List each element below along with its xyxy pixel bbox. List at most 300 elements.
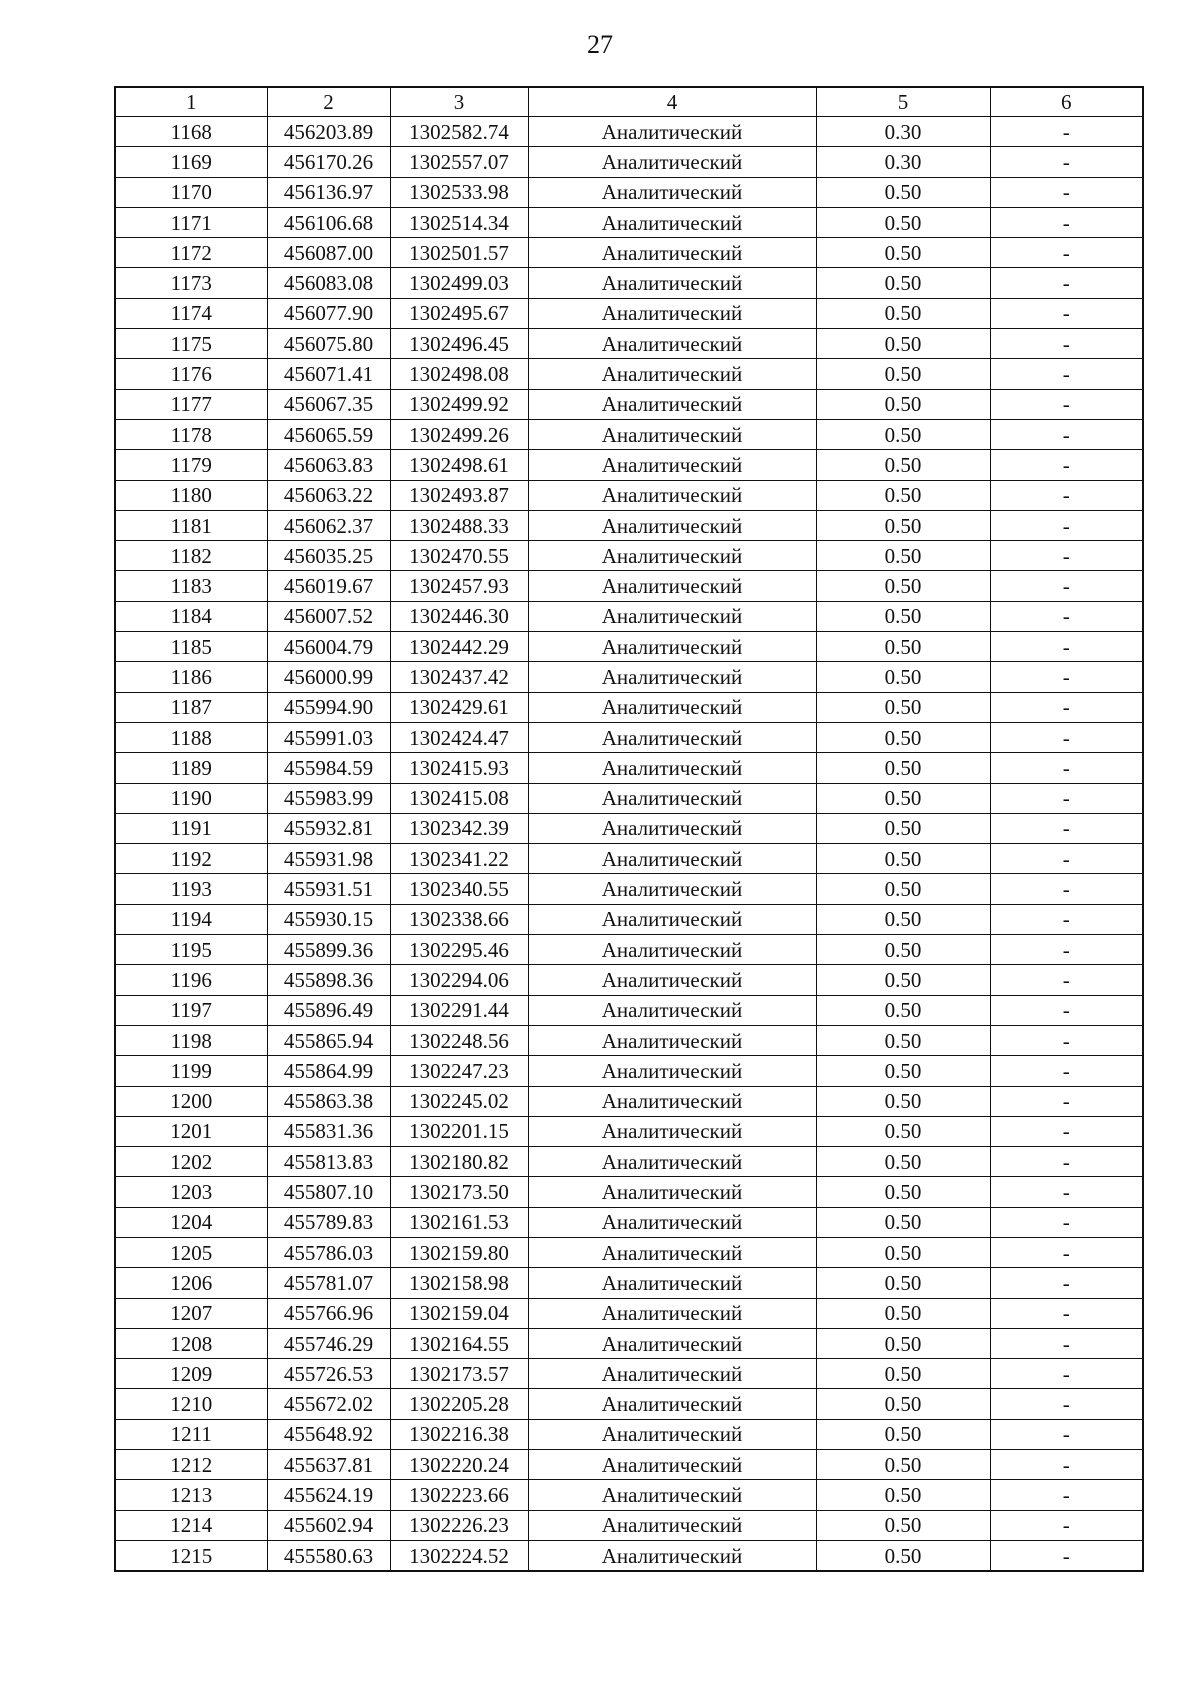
y-coordinate-cell: 1302499.03 xyxy=(390,268,528,298)
method-cell: Аналитический xyxy=(528,813,816,843)
note-cell: - xyxy=(990,510,1143,540)
method-cell: Аналитический xyxy=(528,1268,816,1298)
note-cell: - xyxy=(990,1056,1143,1086)
method-cell: Аналитический xyxy=(528,510,816,540)
header-cell: 6 xyxy=(990,87,1143,117)
y-coordinate-cell: 1302514.34 xyxy=(390,207,528,237)
y-coordinate-cell: 1302216.38 xyxy=(390,1419,528,1449)
accuracy-cell: 0.50 xyxy=(816,1419,990,1449)
note-cell: - xyxy=(990,238,1143,268)
accuracy-cell: 0.50 xyxy=(816,207,990,237)
x-coordinate-cell: 455813.83 xyxy=(267,1147,390,1177)
x-coordinate-cell: 455781.07 xyxy=(267,1268,390,1298)
accuracy-cell: 0.50 xyxy=(816,480,990,510)
x-coordinate-cell: 456007.52 xyxy=(267,601,390,631)
x-coordinate-cell: 456067.35 xyxy=(267,389,390,419)
note-cell: - xyxy=(990,298,1143,328)
point-number-cell: 1170 xyxy=(115,177,267,207)
point-number-cell: 1192 xyxy=(115,844,267,874)
accuracy-cell: 0.50 xyxy=(816,298,990,328)
accuracy-cell: 0.50 xyxy=(816,238,990,268)
accuracy-cell: 0.50 xyxy=(816,1450,990,1480)
x-coordinate-cell: 455994.90 xyxy=(267,692,390,722)
method-cell: Аналитический xyxy=(528,359,816,389)
point-number-cell: 1197 xyxy=(115,995,267,1025)
accuracy-cell: 0.50 xyxy=(816,1116,990,1146)
point-number-cell: 1187 xyxy=(115,692,267,722)
x-coordinate-cell: 455899.36 xyxy=(267,935,390,965)
point-number-cell: 1195 xyxy=(115,935,267,965)
point-number-cell: 1193 xyxy=(115,874,267,904)
x-coordinate-cell: 455983.99 xyxy=(267,783,390,813)
accuracy-cell: 0.50 xyxy=(816,1086,990,1116)
y-coordinate-cell: 1302415.93 xyxy=(390,753,528,783)
x-coordinate-cell: 455648.92 xyxy=(267,1419,390,1449)
accuracy-cell: 0.50 xyxy=(816,995,990,1025)
note-cell: - xyxy=(990,177,1143,207)
method-cell: Аналитический xyxy=(528,541,816,571)
note-cell: - xyxy=(990,783,1143,813)
y-coordinate-cell: 1302437.42 xyxy=(390,662,528,692)
point-number-cell: 1194 xyxy=(115,904,267,934)
accuracy-cell: 0.50 xyxy=(816,874,990,904)
y-coordinate-cell: 1302201.15 xyxy=(390,1116,528,1146)
point-number-cell: 1207 xyxy=(115,1298,267,1328)
table-row xyxy=(115,389,1143,419)
accuracy-cell: 0.50 xyxy=(816,1025,990,1055)
header-cell: 3 xyxy=(390,87,528,117)
note-cell: - xyxy=(990,813,1143,843)
y-coordinate-cell: 1302161.53 xyxy=(390,1207,528,1237)
method-cell: Аналитический xyxy=(528,389,816,419)
note-cell: - xyxy=(990,1359,1143,1389)
note-cell: - xyxy=(990,147,1143,177)
coordinates-table xyxy=(114,86,1144,1572)
method-cell: Аналитический xyxy=(528,268,816,298)
method-cell: Аналитический xyxy=(528,1510,816,1540)
x-coordinate-cell: 455930.15 xyxy=(267,904,390,934)
y-coordinate-cell: 1302424.47 xyxy=(390,722,528,752)
point-number-cell: 1199 xyxy=(115,1056,267,1086)
accuracy-cell: 0.50 xyxy=(816,1540,990,1571)
accuracy-cell: 0.50 xyxy=(816,1268,990,1298)
accuracy-cell: 0.50 xyxy=(816,662,990,692)
table-row xyxy=(115,1207,1143,1237)
point-number-cell: 1176 xyxy=(115,359,267,389)
point-number-cell: 1212 xyxy=(115,1450,267,1480)
note-cell: - xyxy=(990,1177,1143,1207)
point-number-cell: 1189 xyxy=(115,753,267,783)
table-row xyxy=(115,1025,1143,1055)
point-number-cell: 1175 xyxy=(115,329,267,359)
table-row xyxy=(115,359,1143,389)
method-cell: Аналитический xyxy=(528,662,816,692)
point-number-cell: 1183 xyxy=(115,571,267,601)
note-cell: - xyxy=(990,965,1143,995)
method-cell: Аналитический xyxy=(528,117,816,147)
y-coordinate-cell: 1302493.87 xyxy=(390,480,528,510)
table-row xyxy=(115,1177,1143,1207)
table-row xyxy=(115,692,1143,722)
x-coordinate-cell: 455766.96 xyxy=(267,1298,390,1328)
table-row xyxy=(115,1540,1143,1571)
note-cell: - xyxy=(990,1419,1143,1449)
y-coordinate-cell: 1302442.29 xyxy=(390,632,528,662)
x-coordinate-cell: 456063.22 xyxy=(267,480,390,510)
table-row xyxy=(115,1450,1143,1480)
point-number-cell: 1210 xyxy=(115,1389,267,1419)
method-cell: Аналитический xyxy=(528,238,816,268)
note-cell: - xyxy=(990,904,1143,934)
method-cell: Аналитический xyxy=(528,935,816,965)
x-coordinate-cell: 455865.94 xyxy=(267,1025,390,1055)
table-row xyxy=(115,1359,1143,1389)
method-cell: Аналитический xyxy=(528,753,816,783)
table-row xyxy=(115,753,1143,783)
x-coordinate-cell: 455896.49 xyxy=(267,995,390,1025)
note-cell: - xyxy=(990,1510,1143,1540)
accuracy-cell: 0.50 xyxy=(816,389,990,419)
accuracy-cell: 0.50 xyxy=(816,783,990,813)
table-row xyxy=(115,935,1143,965)
y-coordinate-cell: 1302248.56 xyxy=(390,1025,528,1055)
method-cell: Аналитический xyxy=(528,419,816,449)
table-row xyxy=(115,510,1143,540)
y-coordinate-cell: 1302180.82 xyxy=(390,1147,528,1177)
accuracy-cell: 0.50 xyxy=(816,722,990,752)
x-coordinate-cell: 456136.97 xyxy=(267,177,390,207)
note-cell: - xyxy=(990,692,1143,722)
table-row xyxy=(115,965,1143,995)
y-coordinate-cell: 1302173.57 xyxy=(390,1359,528,1389)
table-row xyxy=(115,1389,1143,1419)
accuracy-cell: 0.50 xyxy=(816,1237,990,1267)
method-cell: Аналитический xyxy=(528,601,816,631)
accuracy-cell: 0.50 xyxy=(816,1298,990,1328)
x-coordinate-cell: 455931.98 xyxy=(267,844,390,874)
table-row xyxy=(115,1147,1143,1177)
table-row xyxy=(115,177,1143,207)
x-coordinate-cell: 455863.38 xyxy=(267,1086,390,1116)
method-cell: Аналитический xyxy=(528,450,816,480)
method-cell: Аналитический xyxy=(528,1086,816,1116)
y-coordinate-cell: 1302470.55 xyxy=(390,541,528,571)
header-cell: 1 xyxy=(115,87,267,117)
note-cell: - xyxy=(990,329,1143,359)
method-cell: Аналитический xyxy=(528,904,816,934)
table-row xyxy=(115,874,1143,904)
note-cell: - xyxy=(990,1480,1143,1510)
table-row xyxy=(115,662,1143,692)
table-row xyxy=(115,1298,1143,1328)
x-coordinate-cell: 455931.51 xyxy=(267,874,390,904)
x-coordinate-cell: 456087.00 xyxy=(267,238,390,268)
y-coordinate-cell: 1302429.61 xyxy=(390,692,528,722)
y-coordinate-cell: 1302499.92 xyxy=(390,389,528,419)
table-row xyxy=(115,480,1143,510)
method-cell: Аналитический xyxy=(528,1056,816,1086)
point-number-cell: 1168 xyxy=(115,117,267,147)
point-number-cell: 1203 xyxy=(115,1177,267,1207)
table-row xyxy=(115,541,1143,571)
table-row xyxy=(115,844,1143,874)
x-coordinate-cell: 456071.41 xyxy=(267,359,390,389)
method-cell: Аналитический xyxy=(528,1207,816,1237)
method-cell: Аналитический xyxy=(528,1025,816,1055)
accuracy-cell: 0.30 xyxy=(816,147,990,177)
y-coordinate-cell: 1302499.26 xyxy=(390,419,528,449)
method-cell: Аналитический xyxy=(528,844,816,874)
accuracy-cell: 0.50 xyxy=(816,1359,990,1389)
x-coordinate-cell: 455932.81 xyxy=(267,813,390,843)
note-cell: - xyxy=(990,844,1143,874)
table-row xyxy=(115,571,1143,601)
x-coordinate-cell: 455672.02 xyxy=(267,1389,390,1419)
point-number-cell: 1205 xyxy=(115,1237,267,1267)
accuracy-cell: 0.50 xyxy=(816,1510,990,1540)
method-cell: Аналитический xyxy=(528,632,816,662)
point-number-cell: 1198 xyxy=(115,1025,267,1055)
method-cell: Аналитический xyxy=(528,1116,816,1146)
note-cell: - xyxy=(990,1025,1143,1055)
point-number-cell: 1204 xyxy=(115,1207,267,1237)
table-row xyxy=(115,813,1143,843)
note-cell: - xyxy=(990,601,1143,631)
accuracy-cell: 0.50 xyxy=(816,571,990,601)
y-coordinate-cell: 1302498.61 xyxy=(390,450,528,480)
x-coordinate-cell: 455789.83 xyxy=(267,1207,390,1237)
x-coordinate-cell: 456019.67 xyxy=(267,571,390,601)
x-coordinate-cell: 455831.36 xyxy=(267,1116,390,1146)
y-coordinate-cell: 1302295.46 xyxy=(390,935,528,965)
table-row xyxy=(115,722,1143,752)
note-cell: - xyxy=(990,1540,1143,1571)
method-cell: Аналитический xyxy=(528,207,816,237)
table-row xyxy=(115,450,1143,480)
point-number-cell: 1178 xyxy=(115,419,267,449)
table-row xyxy=(115,268,1143,298)
note-cell: - xyxy=(990,480,1143,510)
note-cell: - xyxy=(990,117,1143,147)
y-coordinate-cell: 1302224.52 xyxy=(390,1540,528,1571)
x-coordinate-cell: 455580.63 xyxy=(267,1540,390,1571)
table-row xyxy=(115,419,1143,449)
note-cell: - xyxy=(990,1268,1143,1298)
method-cell: Аналитический xyxy=(528,177,816,207)
accuracy-cell: 0.50 xyxy=(816,935,990,965)
note-cell: - xyxy=(990,1298,1143,1328)
point-number-cell: 1190 xyxy=(115,783,267,813)
y-coordinate-cell: 1302220.24 xyxy=(390,1450,528,1480)
y-coordinate-cell: 1302164.55 xyxy=(390,1328,528,1358)
y-coordinate-cell: 1302158.98 xyxy=(390,1268,528,1298)
point-number-cell: 1173 xyxy=(115,268,267,298)
x-coordinate-cell: 456065.59 xyxy=(267,419,390,449)
table-row xyxy=(115,298,1143,328)
accuracy-cell: 0.50 xyxy=(816,844,990,874)
accuracy-cell: 0.50 xyxy=(816,1389,990,1419)
point-number-cell: 1171 xyxy=(115,207,267,237)
table-row xyxy=(115,329,1143,359)
x-coordinate-cell: 455624.19 xyxy=(267,1480,390,1510)
x-coordinate-cell: 455726.53 xyxy=(267,1359,390,1389)
table-row xyxy=(115,1510,1143,1540)
y-coordinate-cell: 1302496.45 xyxy=(390,329,528,359)
note-cell: - xyxy=(990,541,1143,571)
table-row xyxy=(115,147,1143,177)
x-coordinate-cell: 456000.99 xyxy=(267,662,390,692)
x-coordinate-cell: 456083.08 xyxy=(267,268,390,298)
accuracy-cell: 0.50 xyxy=(816,177,990,207)
point-number-cell: 1201 xyxy=(115,1116,267,1146)
note-cell: - xyxy=(990,450,1143,480)
y-coordinate-cell: 1302495.67 xyxy=(390,298,528,328)
point-number-cell: 1196 xyxy=(115,965,267,995)
y-coordinate-cell: 1302291.44 xyxy=(390,995,528,1025)
point-number-cell: 1202 xyxy=(115,1147,267,1177)
method-cell: Аналитический xyxy=(528,965,816,995)
method-cell: Аналитический xyxy=(528,1419,816,1449)
accuracy-cell: 0.50 xyxy=(816,601,990,631)
method-cell: Аналитический xyxy=(528,1177,816,1207)
method-cell: Аналитический xyxy=(528,1450,816,1480)
note-cell: - xyxy=(990,935,1143,965)
table-row xyxy=(115,632,1143,662)
point-number-cell: 1213 xyxy=(115,1480,267,1510)
accuracy-cell: 0.50 xyxy=(816,692,990,722)
table-row xyxy=(115,1237,1143,1267)
y-coordinate-cell: 1302338.66 xyxy=(390,904,528,934)
table-row xyxy=(115,904,1143,934)
x-coordinate-cell: 455746.29 xyxy=(267,1328,390,1358)
note-cell: - xyxy=(990,207,1143,237)
accuracy-cell: 0.50 xyxy=(816,1207,990,1237)
x-coordinate-cell: 456062.37 xyxy=(267,510,390,540)
accuracy-cell: 0.50 xyxy=(816,1328,990,1358)
note-cell: - xyxy=(990,1116,1143,1146)
point-number-cell: 1200 xyxy=(115,1086,267,1116)
header-cell: 4 xyxy=(528,87,816,117)
table-body xyxy=(115,117,1143,1572)
y-coordinate-cell: 1302223.66 xyxy=(390,1480,528,1510)
point-number-cell: 1184 xyxy=(115,601,267,631)
point-number-cell: 1181 xyxy=(115,510,267,540)
y-coordinate-cell: 1302294.06 xyxy=(390,965,528,995)
table-row xyxy=(115,783,1143,813)
table-row xyxy=(115,238,1143,268)
point-number-cell: 1177 xyxy=(115,389,267,419)
accuracy-cell: 0.50 xyxy=(816,1480,990,1510)
accuracy-cell: 0.50 xyxy=(816,1056,990,1086)
method-cell: Аналитический xyxy=(528,1480,816,1510)
table-row xyxy=(115,1268,1143,1298)
point-number-cell: 1180 xyxy=(115,480,267,510)
note-cell: - xyxy=(990,1207,1143,1237)
y-coordinate-cell: 1302498.08 xyxy=(390,359,528,389)
x-coordinate-cell: 455984.59 xyxy=(267,753,390,783)
point-number-cell: 1182 xyxy=(115,541,267,571)
accuracy-cell: 0.50 xyxy=(816,329,990,359)
method-cell: Аналитический xyxy=(528,1540,816,1571)
point-number-cell: 1186 xyxy=(115,662,267,692)
accuracy-cell: 0.50 xyxy=(816,632,990,662)
note-cell: - xyxy=(990,874,1143,904)
note-cell: - xyxy=(990,662,1143,692)
x-coordinate-cell: 456106.68 xyxy=(267,207,390,237)
method-cell: Аналитический xyxy=(528,1359,816,1389)
header-cell: 2 xyxy=(267,87,390,117)
note-cell: - xyxy=(990,268,1143,298)
accuracy-cell: 0.50 xyxy=(816,965,990,995)
y-coordinate-cell: 1302457.93 xyxy=(390,571,528,601)
x-coordinate-cell: 455864.99 xyxy=(267,1056,390,1086)
point-number-cell: 1172 xyxy=(115,238,267,268)
x-coordinate-cell: 456170.26 xyxy=(267,147,390,177)
page-number: 27 xyxy=(587,30,613,59)
table-row xyxy=(115,601,1143,631)
x-coordinate-cell: 455786.03 xyxy=(267,1237,390,1267)
point-number-cell: 1174 xyxy=(115,298,267,328)
accuracy-cell: 0.50 xyxy=(816,359,990,389)
x-coordinate-cell: 456063.83 xyxy=(267,450,390,480)
note-cell: - xyxy=(990,753,1143,783)
note-cell: - xyxy=(990,1237,1143,1267)
y-coordinate-cell: 1302159.80 xyxy=(390,1237,528,1267)
x-coordinate-cell: 455602.94 xyxy=(267,1510,390,1540)
note-cell: - xyxy=(990,632,1143,662)
accuracy-cell: 0.50 xyxy=(816,904,990,934)
y-coordinate-cell: 1302342.39 xyxy=(390,813,528,843)
x-coordinate-cell: 456075.80 xyxy=(267,329,390,359)
x-coordinate-cell: 456035.25 xyxy=(267,541,390,571)
y-coordinate-cell: 1302488.33 xyxy=(390,510,528,540)
point-number-cell: 1211 xyxy=(115,1419,267,1449)
method-cell: Аналитический xyxy=(528,995,816,1025)
method-cell: Аналитический xyxy=(528,298,816,328)
method-cell: Аналитический xyxy=(528,1237,816,1267)
accuracy-cell: 0.50 xyxy=(816,813,990,843)
note-cell: - xyxy=(990,995,1143,1025)
y-coordinate-cell: 1302159.04 xyxy=(390,1298,528,1328)
method-cell: Аналитический xyxy=(528,147,816,177)
method-cell: Аналитический xyxy=(528,480,816,510)
method-cell: Аналитический xyxy=(528,571,816,601)
method-cell: Аналитический xyxy=(528,1328,816,1358)
table-header-row xyxy=(115,87,1143,117)
method-cell: Аналитический xyxy=(528,722,816,752)
point-number-cell: 1179 xyxy=(115,450,267,480)
y-coordinate-cell: 1302446.30 xyxy=(390,601,528,631)
accuracy-cell: 0.50 xyxy=(816,510,990,540)
accuracy-cell: 0.30 xyxy=(816,117,990,147)
point-number-cell: 1188 xyxy=(115,722,267,752)
table-row xyxy=(115,1419,1143,1449)
note-cell: - xyxy=(990,722,1143,752)
method-cell: Аналитический xyxy=(528,692,816,722)
y-coordinate-cell: 1302557.07 xyxy=(390,147,528,177)
x-coordinate-cell: 455807.10 xyxy=(267,1177,390,1207)
table-row xyxy=(115,1056,1143,1086)
x-coordinate-cell: 456004.79 xyxy=(267,632,390,662)
y-coordinate-cell: 1302582.74 xyxy=(390,117,528,147)
x-coordinate-cell: 455991.03 xyxy=(267,722,390,752)
y-coordinate-cell: 1302247.23 xyxy=(390,1056,528,1086)
x-coordinate-cell: 456203.89 xyxy=(267,117,390,147)
y-coordinate-cell: 1302533.98 xyxy=(390,177,528,207)
accuracy-cell: 0.50 xyxy=(816,1177,990,1207)
table-row xyxy=(115,1086,1143,1116)
header-cell: 5 xyxy=(816,87,990,117)
